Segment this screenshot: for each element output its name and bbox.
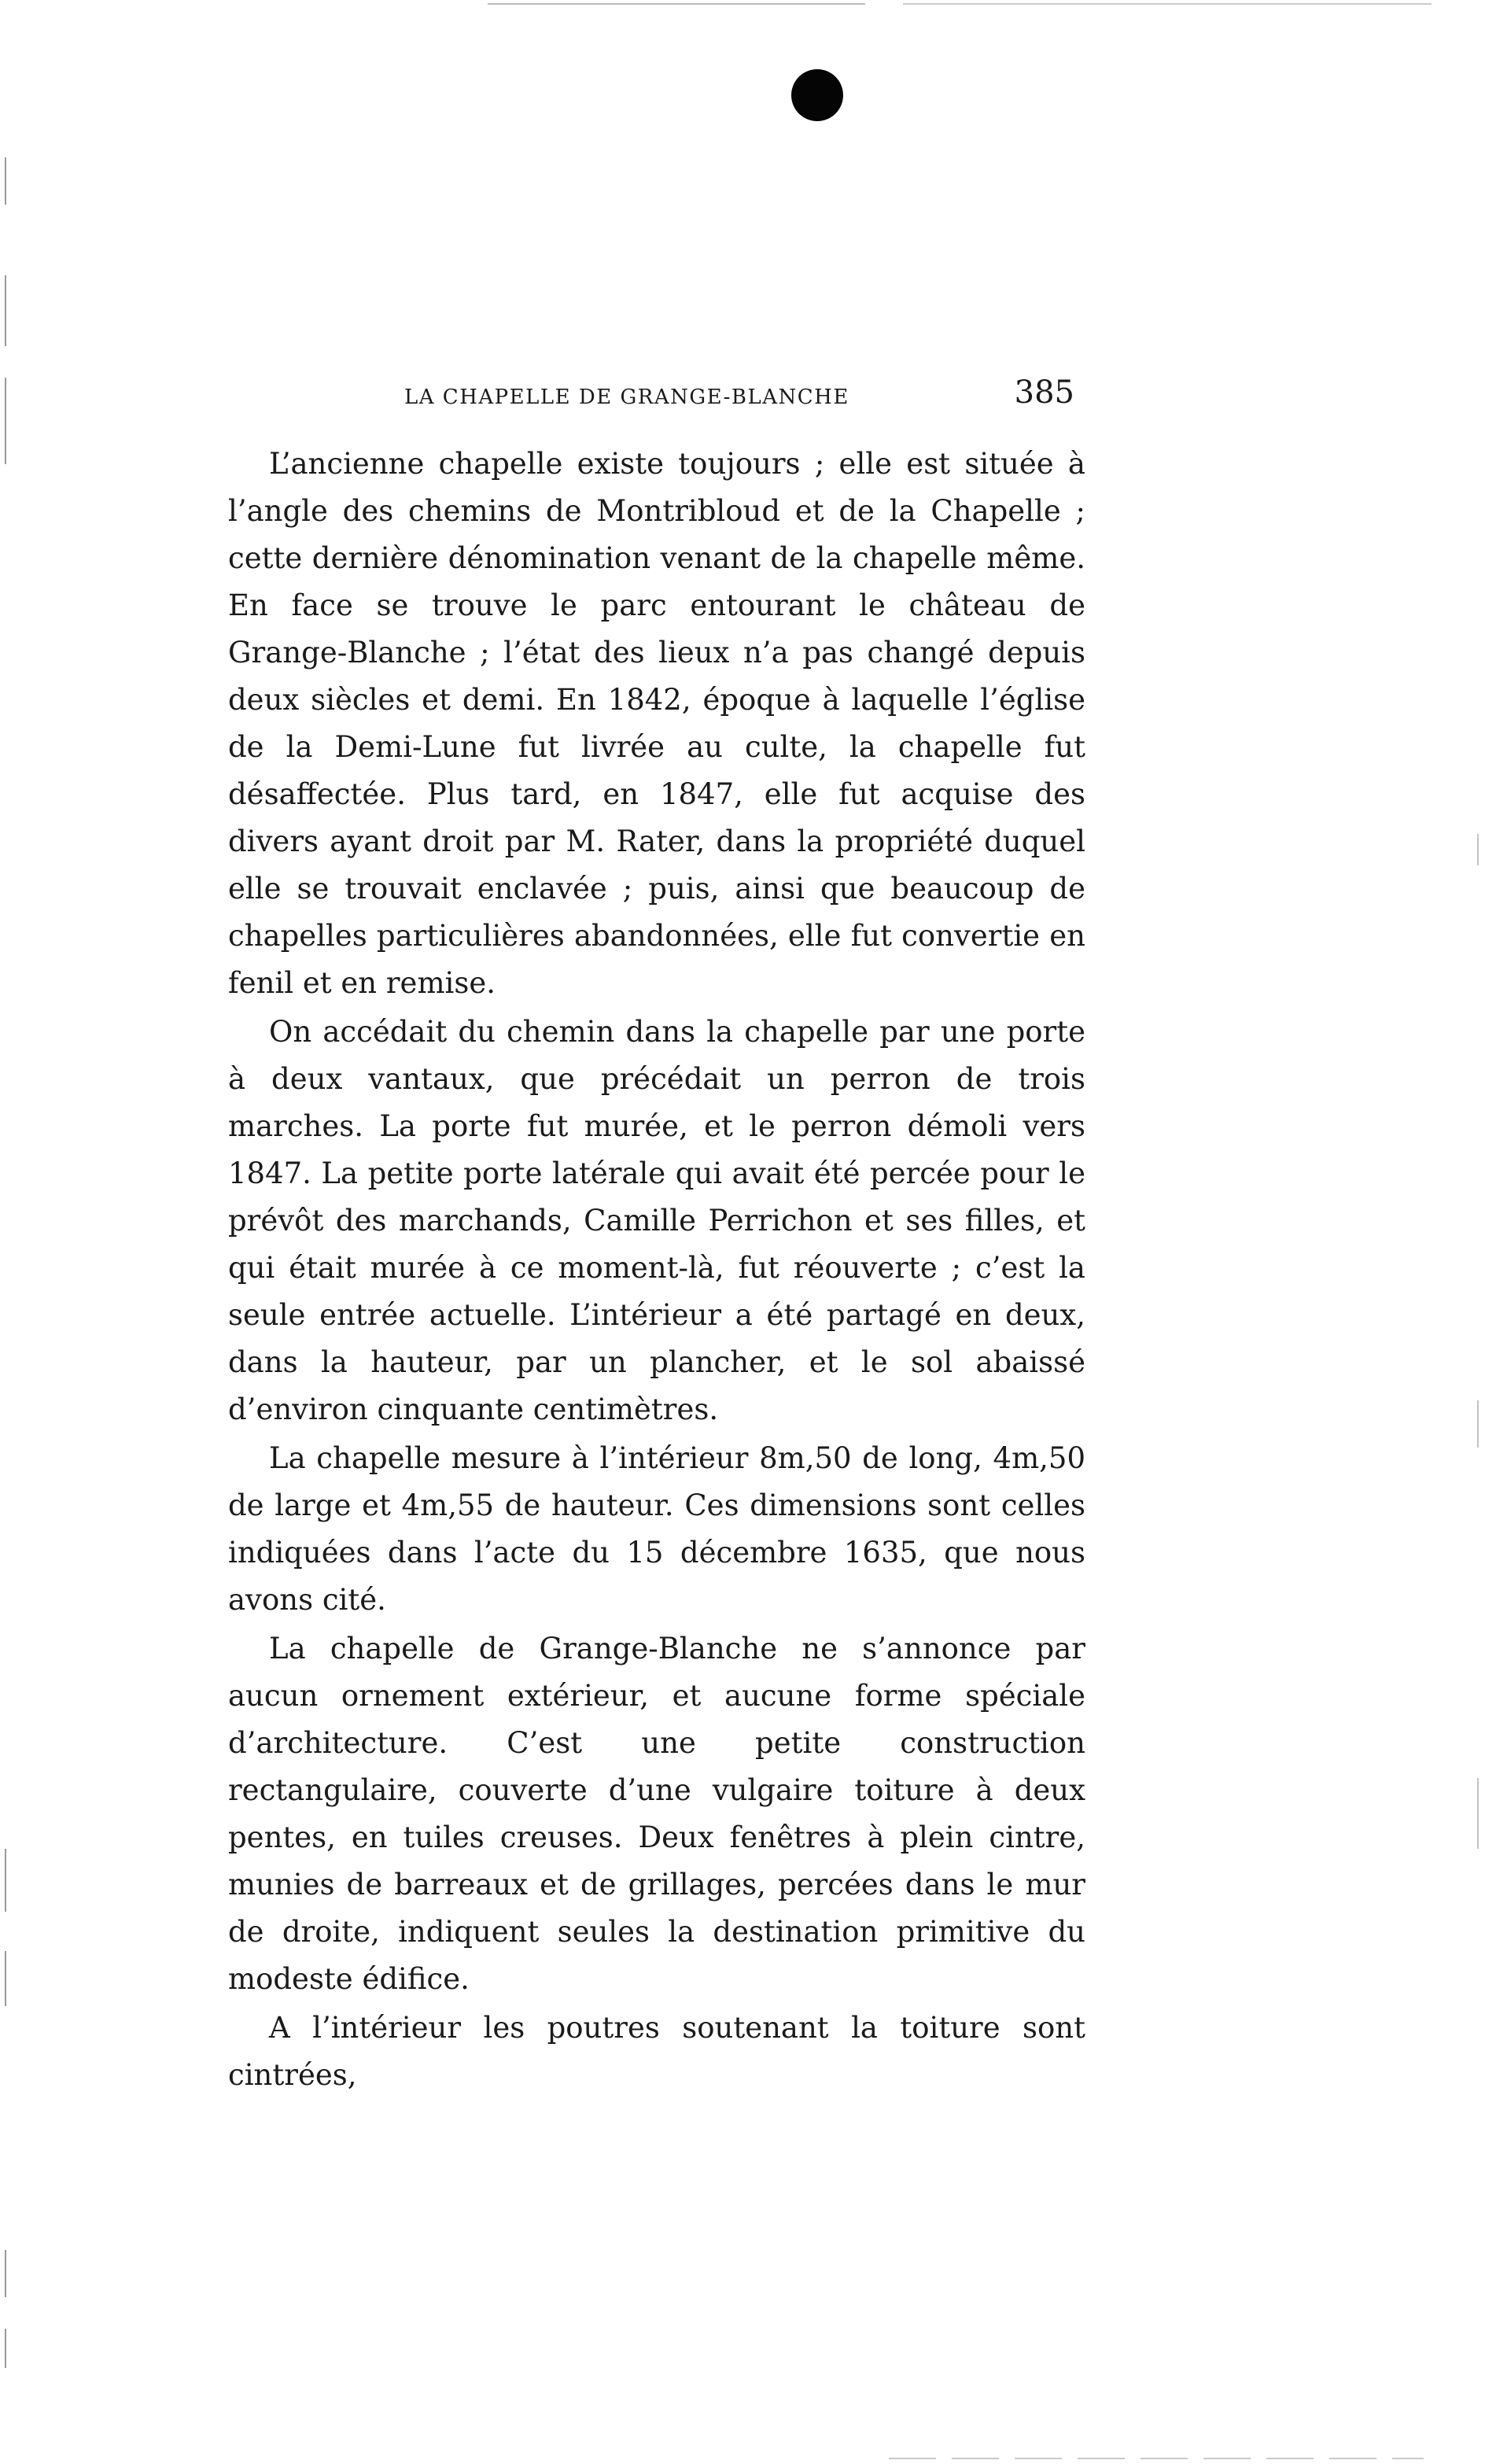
- margin-mark: [5, 378, 6, 464]
- body-text: [228, 441, 1085, 2101]
- page-header: [228, 374, 1085, 420]
- margin-mark: [5, 1849, 6, 1912]
- margin-mark: [5, 157, 6, 205]
- margin-mark: [5, 2329, 6, 2368]
- scan-edge-top: [488, 3, 1432, 5]
- paragraph: A l’intérieur les poutres soutenant la toiture sont cintrées,: [228, 2011, 1085, 2092]
- paragraph: La chapelle mesure à l’intérieur 8m,50 de long, 4m,50 de large et 4m,55 de hauteur. Ces dimensions sont celles indiquées dans l’acte du 15 décembre 1635, que nous avons cité.: [228, 1441, 1085, 1617]
- margin-mark: [5, 1951, 6, 2006]
- ink-blot: [791, 69, 843, 121]
- margin-mark: [1477, 834, 1479, 865]
- margin-mark: [5, 275, 6, 346]
- margin-mark: [5, 2250, 6, 2297]
- paragraph: L’ancienne chapelle existe toujours ; elle est située à l’angle des chemins de Montribloud et de la Chapelle ; cette dernière dénomination venant de la chapelle même. En face se trouve le parc entourant le château de Grange-Blanche ; l’état des lieux n’a pas changé depuis deux siècles et demi. En 1842, époque à laquelle l’église de la Demi-Lune fut livrée au culte, la chapelle fut désaffectée. Plus tard, en 1847, elle fut acquise des divers ayant droit par M. Rater, dans la propriété duquel elle se trouvait enclavée ; puis, ainsi que beaucoup de chapelles particulières abandonnées, elle fut convertie en fenil et en remise.: [228, 447, 1085, 1000]
- scan-edge-bottom: [889, 2458, 1424, 2459]
- paragraph: On accédait du chemin dans la chapelle par une porte à deux vantaux, que précédait un perron de trois marches. La porte fut murée, et le perron démoli vers 1847. La petite porte latérale qui avait été percée pour le prévôt des marchands, Camille Perrichon et ses filles, et qui était murée à ce moment-là, fut réouverte ; c’est la seule entrée actuelle. L’intérieur a été partagé en deux, dans la hauteur, par un plancher, et le sol abaissé d’environ cinquante centimètres.: [228, 1015, 1085, 1426]
- margin-mark: [1477, 1400, 1479, 1448]
- page-number: 385: [1014, 374, 1074, 411]
- margin-mark: [1477, 1778, 1479, 1849]
- paragraph: La chapelle de Grange-Blanche ne s’annonce par aucun ornement extérieur, et aucune forme spéciale d’architecture. C’est une petite construction rectangulaire, couverte d’une vulgaire toiture à deux pentes, en tuiles creuses. Deux fenêtres à plein cintre, munies de barreaux et de grillages, percées dans le mur de droite, indiquent seules la destination primitive du modeste édifice.: [228, 1632, 1085, 1996]
- running-head: LA CHAPELLE DE GRANGE-BLANCHE: [404, 385, 849, 409]
